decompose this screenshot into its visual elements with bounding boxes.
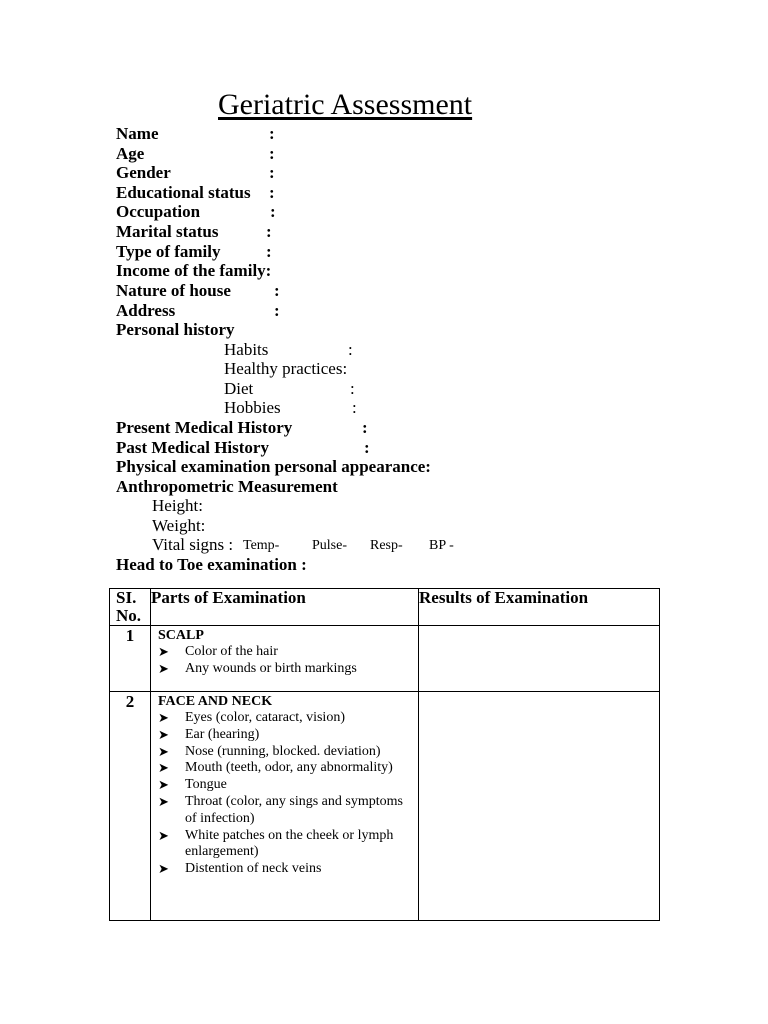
parts-cell: [151, 626, 419, 692]
arrowhead-bullet-icon: ➤: [158, 777, 169, 793]
item-list: [151, 644, 418, 678]
field-label: Address: [116, 301, 176, 320]
list-item: ➤ Throat (color, any sings and symptoms of infection): [158, 793, 403, 826]
field-gender: [116, 163, 275, 183]
table-row: [110, 626, 660, 692]
field-address: [116, 301, 280, 321]
field-type-of-family: [116, 242, 272, 262]
field-name: [116, 124, 275, 144]
list-item: ➤ White patches on the cheek or lymph enlargement): [158, 827, 394, 860]
arrowhead-bullet-icon: ➤: [158, 760, 169, 776]
table-header-row: [110, 589, 660, 626]
field-colon: :: [362, 418, 368, 437]
list-item: ➤ Tongue: [158, 777, 227, 793]
sub-colon: :: [350, 379, 355, 398]
sub-label: Hobbies: [224, 398, 281, 417]
field-label: Type of family: [116, 242, 221, 261]
anthropometric-weight: Weight:: [152, 516, 206, 535]
field-label: Occupation: [116, 202, 201, 221]
field-age: [116, 144, 275, 164]
field-label: Gender: [116, 163, 171, 182]
item-list: [151, 710, 418, 878]
section-title: SCALP: [158, 628, 204, 643]
field-colon: :: [266, 222, 272, 241]
list-item: ➤ Eyes (color, cataract, vision): [158, 710, 345, 725]
sub-label: Healthy practices:: [224, 359, 348, 378]
field-colon: :: [364, 438, 370, 457]
arrowhead-bullet-icon: ➤: [158, 827, 169, 843]
vital-pulse: Pulse-: [312, 538, 347, 553]
table-row: [110, 692, 660, 921]
list-item: ➤ Color of the hair: [158, 644, 278, 659]
list-item: ➤ Mouth (teeth, odor, any abnormality): [158, 760, 393, 776]
arrowhead-bullet-icon: ➤: [158, 861, 169, 877]
field-educational-status: [116, 183, 275, 203]
result-cell[interactable]: [419, 626, 660, 692]
anthropometric-measurement: [116, 477, 338, 497]
field-colon: :: [274, 301, 280, 320]
past-medical-history: [116, 438, 370, 458]
present-medical-history: [116, 418, 368, 438]
vital-bp: BP -: [429, 538, 454, 553]
column-header-results: Results of Examination: [419, 589, 660, 626]
field-label: Income of the family:: [116, 261, 272, 280]
field-label: Nature of house: [116, 281, 231, 300]
field-label: Physical examination personal appearance:: [116, 457, 431, 476]
row-number: 2: [110, 692, 151, 921]
parts-cell: [151, 692, 419, 921]
field-occupation: [116, 202, 276, 222]
vital-resp: Resp-: [370, 538, 403, 553]
field-label: Present Medical History: [116, 418, 293, 437]
vital-temp: Temp-: [243, 538, 280, 553]
personal-history-diet: [224, 379, 355, 399]
field-label: Age: [116, 144, 145, 163]
field-label: Past Medical History: [116, 438, 269, 457]
arrowhead-bullet-icon: ➤: [158, 660, 169, 676]
field-colon: :: [269, 163, 275, 182]
head-to-toe-heading: Head to Toe examination :: [116, 555, 307, 574]
examination-table: [109, 588, 660, 921]
field-label: Anthropometric Measurement: [116, 477, 338, 496]
personal-history-healthy-practices: [224, 359, 347, 379]
section-title: FACE AND NECK: [158, 694, 273, 709]
column-header-sl-no: SI. No.: [110, 589, 151, 626]
arrowhead-bullet-icon: ➤: [158, 793, 169, 809]
field-label: Name: [116, 124, 159, 143]
vital-signs: [152, 535, 482, 555]
list-item: ➤ Distention of neck veins: [158, 861, 322, 877]
arrowhead-bullet-icon: ➤: [158, 726, 169, 742]
field-colon: :: [266, 242, 272, 261]
field-colon: :: [274, 281, 280, 300]
field-label: Marital status: [116, 222, 219, 241]
sub-label: Diet: [224, 379, 254, 398]
arrowhead-bullet-icon: ➤: [158, 743, 169, 759]
field-colon: :: [269, 124, 275, 143]
personal-history-habits: [224, 340, 353, 360]
list-item: ➤ Ear (hearing): [158, 726, 260, 742]
list-item: ➤ Nose (running, blocked. deviation): [158, 743, 381, 759]
page-title: Geriatric Assessment: [218, 88, 473, 121]
field-label: Personal history: [116, 320, 235, 339]
arrowhead-bullet-icon: ➤: [158, 710, 169, 725]
physical-examination: [116, 457, 431, 477]
anthropometric-height: Height:: [152, 496, 203, 515]
sub-colon: :: [352, 398, 357, 417]
column-header-parts: Parts of Examination: [151, 589, 419, 626]
sub-label: Habits: [224, 340, 269, 359]
field-colon: :: [269, 183, 275, 202]
field-marital-status: [116, 222, 272, 242]
field-income-of-family: [116, 261, 271, 281]
sub-colon: :: [348, 340, 353, 359]
arrowhead-bullet-icon: ➤: [158, 644, 169, 659]
personal-history-hobbies: [224, 398, 357, 418]
field-label: Educational status: [116, 183, 251, 202]
vital-signs-label: Vital signs :: [152, 535, 234, 554]
field-nature-of-house: [116, 281, 280, 301]
field-colon: :: [269, 144, 275, 163]
row-number: 1: [110, 626, 151, 692]
result-cell[interactable]: [419, 692, 660, 921]
field-colon: :: [270, 202, 276, 221]
field-personal-history: [116, 320, 235, 340]
list-item: ➤ Any wounds or birth markings: [158, 660, 357, 676]
